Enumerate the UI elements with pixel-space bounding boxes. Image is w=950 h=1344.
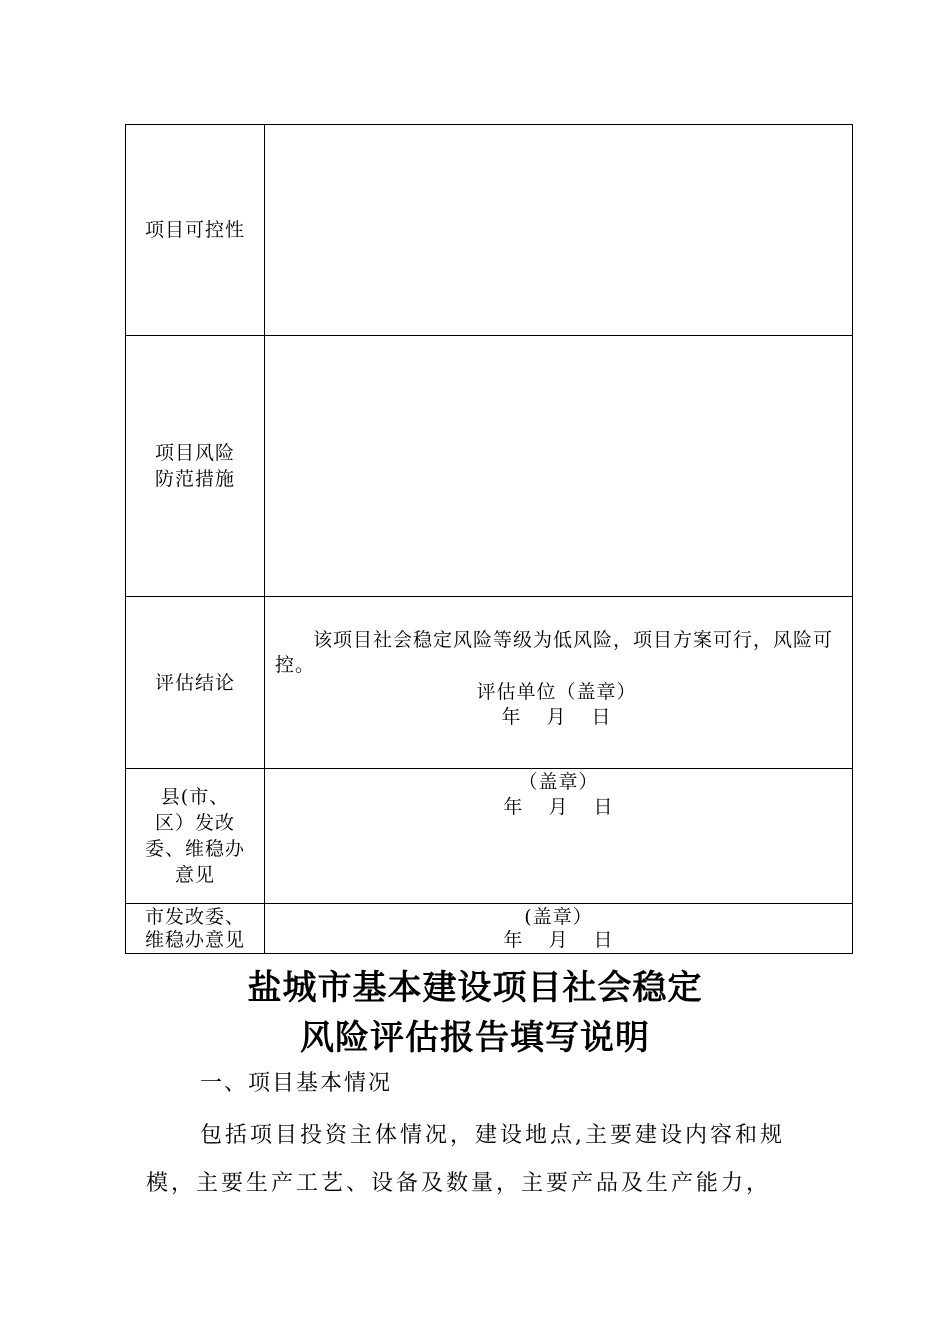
date-day: 日 <box>593 928 614 951</box>
label-line: 委、维稳办 <box>144 838 245 860</box>
county-opinion-content-cell[interactable] <box>265 769 853 904</box>
form-row-county-opinion <box>126 769 853 904</box>
seal-line: (盖章） <box>524 905 593 928</box>
conclusion-content-cell[interactable] <box>265 597 853 769</box>
date-year: 年 <box>501 705 522 728</box>
seal-line: （盖章） <box>518 771 599 793</box>
label-line: 县(市、 <box>160 786 230 808</box>
section-heading: 一、项目基本情况 <box>200 1071 393 1096</box>
row-label <box>126 769 265 904</box>
guide-title-line-1: 盐城市基本建设项目社会稳定 <box>247 968 703 1008</box>
date-month: 月 <box>548 928 569 951</box>
date-line <box>265 929 852 952</box>
date-month: 月 <box>548 796 569 818</box>
date-year: 年 <box>503 928 524 951</box>
row-label <box>126 597 265 769</box>
form-row-city-opinion <box>126 904 853 954</box>
label-line: 防范措施 <box>154 468 235 490</box>
assessment-form-table <box>125 124 853 954</box>
seal-unit-line: 评估单位（盖章） <box>476 680 637 703</box>
label-line: 市发改委、 <box>144 905 245 928</box>
label-text: 项目可控性 <box>144 219 245 241</box>
row-label <box>126 125 265 336</box>
body-paragraph: 包括项目投资主体情况，建设地点,主要建设内容和规模，主要生产工艺、设备及数量，主要产品及生产能力， <box>146 1123 785 1196</box>
guide-title-line-2: 风险评估报告填写说明 <box>300 1018 650 1058</box>
date-day: 日 <box>591 705 612 728</box>
controllability-content-cell[interactable] <box>265 125 853 336</box>
conclusion-text: 该项目社会稳定风险等级为低风险，项目方案可行，风险可控。 <box>275 628 834 676</box>
label-line: 维稳办意见 <box>144 928 245 951</box>
date-month: 月 <box>546 705 567 728</box>
risk-prevention-content-cell[interactable] <box>265 336 853 597</box>
date-day: 日 <box>593 796 614 818</box>
form-row-conclusion <box>126 597 853 769</box>
label-line: 意见 <box>174 864 215 886</box>
label-line: 区）发改 <box>154 812 235 834</box>
row-label <box>126 336 265 597</box>
form-row-controllability <box>126 125 853 336</box>
city-opinion-content-cell[interactable] <box>265 904 853 954</box>
label-line: 项目风险 <box>154 442 235 464</box>
date-year: 年 <box>503 796 524 818</box>
form-row-risk-prevention <box>126 336 853 597</box>
date-line <box>275 705 838 730</box>
date-line <box>265 795 852 820</box>
label-text: 评估结论 <box>154 671 235 694</box>
row-label <box>126 904 265 954</box>
